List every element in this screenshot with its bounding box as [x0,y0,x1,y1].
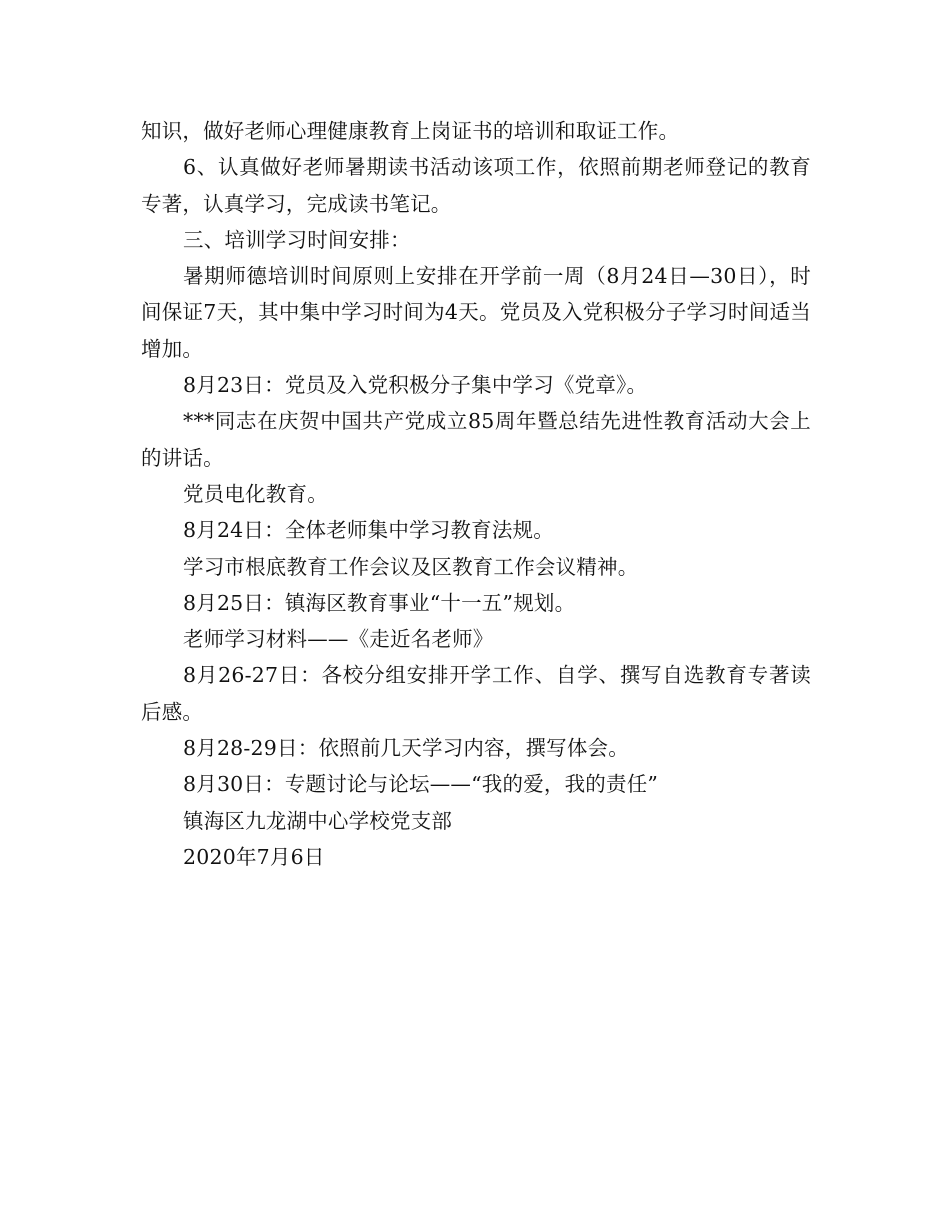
schedule-aug-30: 8月30日：专题讨论与论坛——“我的爱，我的责任” [183,772,659,797]
paragraph-item-6: 6、认真做好老师暑期读书活动该项工作，依照前期老师登记的教育专著，认真学习，完成读书笔记。 [141,155,811,216]
section-heading-schedule: 三、培训学习时间安排： [183,227,411,252]
document-body [141,113,811,875]
schedule-aug-23: 8月23日：党员及入党积极分子集中学习《党章》。 [183,373,648,398]
schedule-aug-25-material: 老师学习材料——《走近名老师》 [183,627,494,652]
schedule-aug-28-29: 8月28-29日：依照前几天学习内容，撰写体会。 [183,736,629,761]
paragraph-schedule-overview: 暑期师德培训时间原则上安排在开学前一周（8月24日—30日），时间保证7天，其中集中学习时间为4天。党员及入党积极分子学习时间适当增加。 [141,264,811,361]
schedule-aug-23-speech: ***同志在庆贺中国共产党成立85周年暨总结先进性教育活动大会上的讲话。 [141,409,811,470]
schedule-aug-24-meeting: 学习市根底教育工作会议及区教育工作会议精神。 [183,554,639,579]
schedule-aug-26-27: 8月26-27日：各校分组安排开学工作、自学、撰写自选教育专著读后感。 [141,663,811,724]
schedule-aug-23-video: 党员电化教育。 [183,481,328,506]
paragraph-continuation: 知识，做好老师心理健康教育上岗证书的培训和取证工作。 [141,119,680,143]
signature-organization: 镇海区九龙湖中心学校党支部 [183,808,453,833]
schedule-aug-24: 8月24日：全体老师集中学习教育法规。 [183,518,554,543]
schedule-aug-25: 8月25日：镇海区教育事业“十一五”规划。 [183,590,576,615]
signature-date: 2020年7月6日 [183,844,325,869]
